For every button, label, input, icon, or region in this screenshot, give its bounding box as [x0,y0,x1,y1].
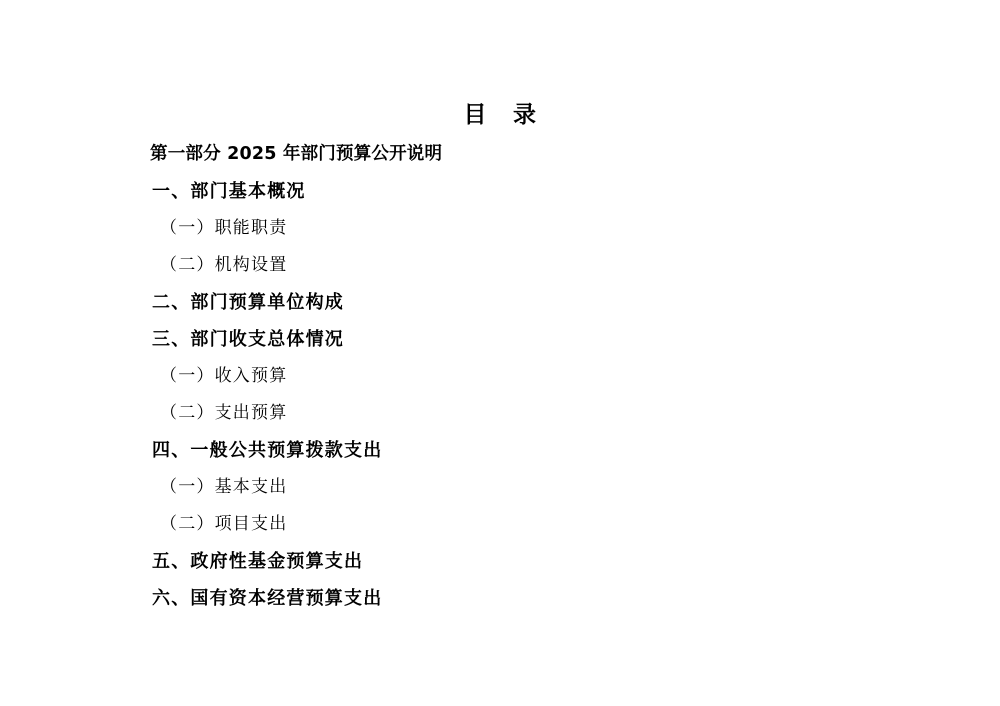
toc-entry[interactable]: 六、国有资本经营预算支出 [152,588,383,609]
toc-entry[interactable]: 三、部门收支总体情况 [152,329,344,350]
toc-entry[interactable]: （二）支出预算 [160,403,288,423]
toc-entry[interactable]: 四、一般公共预算拨款支出 [152,440,383,461]
page-title-char-2: 录 [513,102,537,128]
toc-entry[interactable]: 第一部分 2025 年部门预算公开说明 [150,144,443,164]
page-title [0,96,1000,129]
toc-entry[interactable]: （一）收入预算 [160,366,288,386]
toc-entry[interactable]: （一）职能职责 [160,218,288,238]
toc-entry[interactable]: 五、政府性基金预算支出 [152,551,364,572]
page-title-char-1: 目 [463,102,487,128]
toc-entry[interactable]: 一、部门基本概况 [152,181,306,202]
toc-entry[interactable]: （二）机构设置 [160,255,288,275]
toc-entry[interactable]: （一）基本支出 [160,477,288,497]
toc-entry[interactable]: （二）项目支出 [160,514,288,534]
table-of-contents [150,136,850,617]
toc-entry[interactable]: 二、部门预算单位构成 [152,292,344,313]
